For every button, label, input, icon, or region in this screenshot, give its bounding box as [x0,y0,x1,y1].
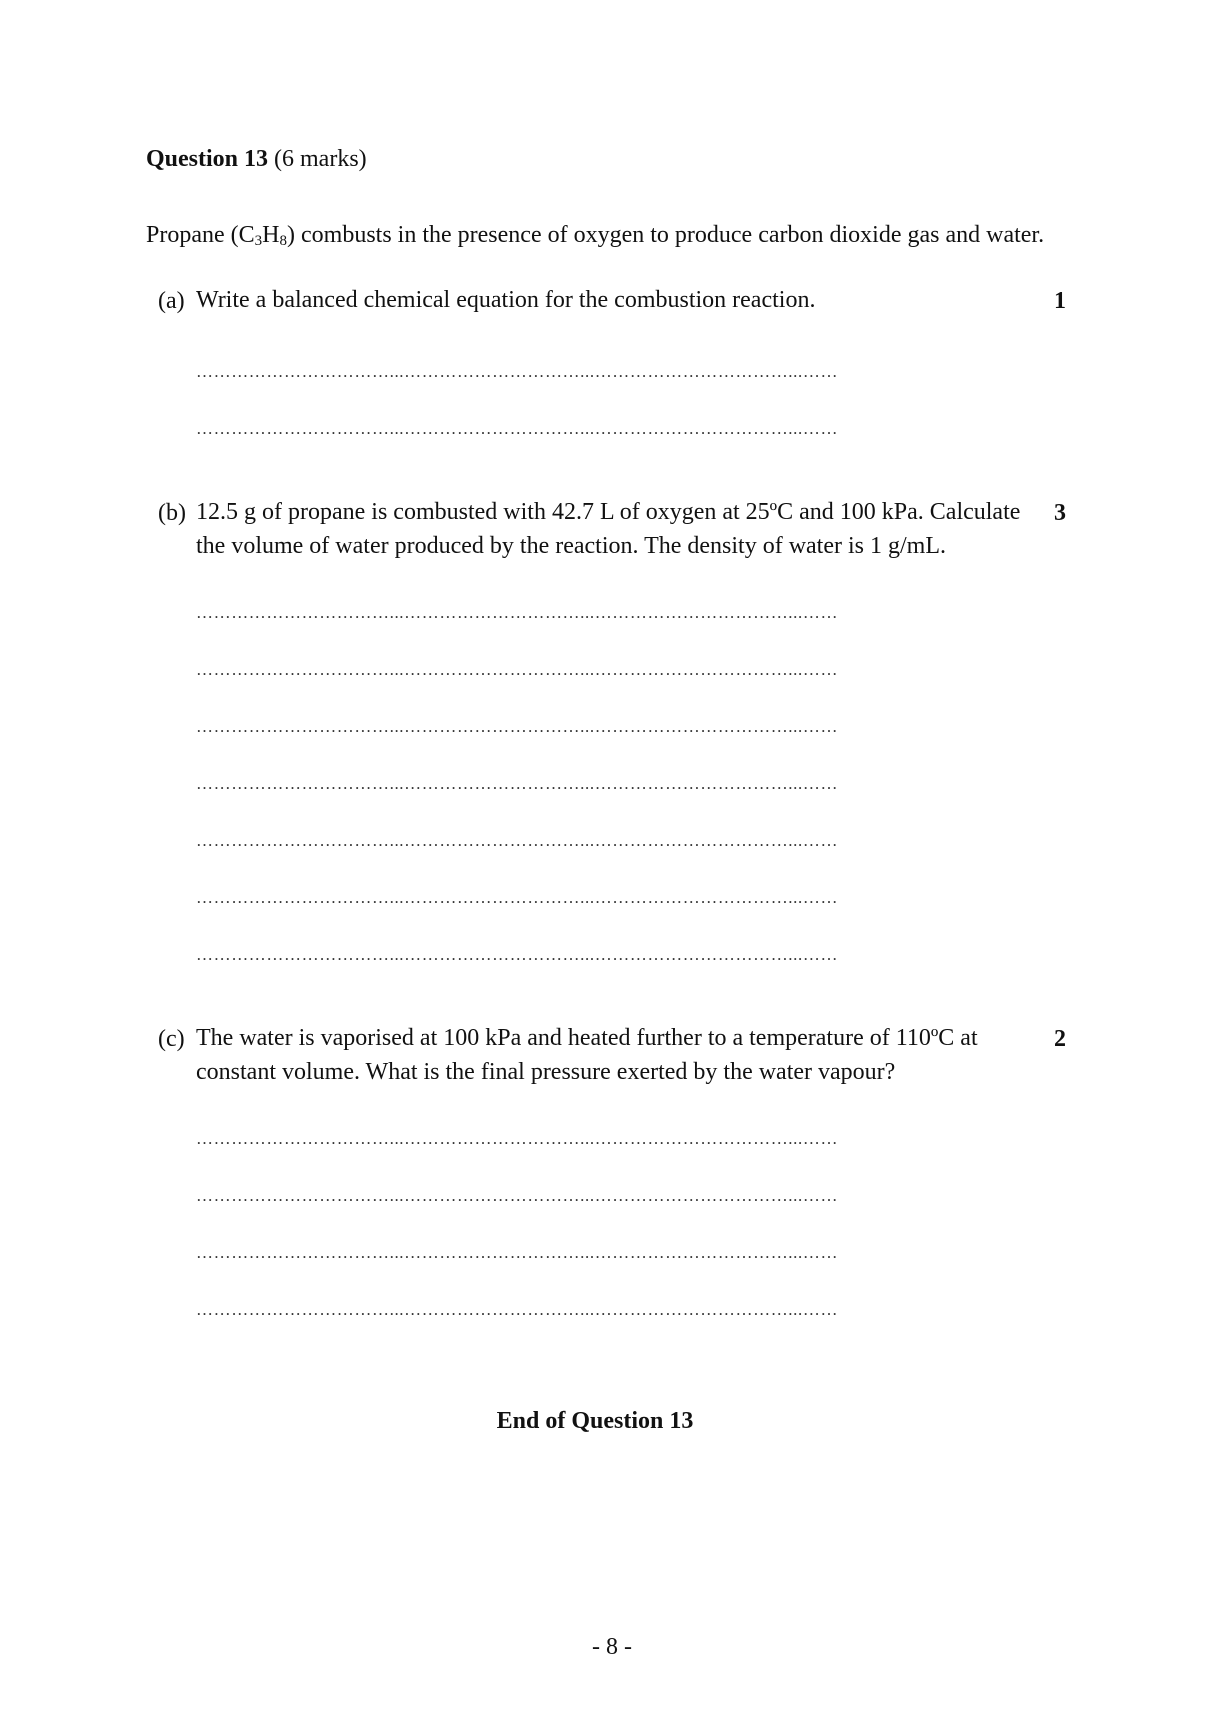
answer-line[interactable]: ……………………………...…………………………...……………………………...…… [196,831,839,850]
answer-line[interactable]: ……………………………...…………………………...……………………………...…… [196,888,839,907]
question-title: Question 13 [146,146,269,172]
intro-subscript-carbon: 3 [254,233,263,249]
part-a-label: (a) [158,288,185,314]
answer-line[interactable]: ……………………………...…………………………...……………………………...…… [196,717,839,736]
answer-line[interactable]: ……………………………...…………………………...……………………………...…… [196,945,839,964]
part-c-line2: constant volume. What is the final pressure exerted by the water vapour? [196,1059,896,1085]
answer-line[interactable]: ……………………………...…………………………...……………………………...…… [196,1243,839,1262]
question-intro [146,222,1044,250]
part-c-marks: 2 [1054,1026,1066,1052]
part-c-line1: The water is vaporised at 100 kPa and heated further to a temperature of 110ºC at [196,1025,978,1051]
part-b-marks: 3 [1054,500,1066,526]
part-a-text: Write a balanced chemical equation for the combustion reaction. [196,287,816,313]
intro-text-end: ) combusts in the presence of oxygen to produce carbon dioxide gas and water. [287,222,1045,248]
part-c-label: (c) [158,1026,185,1052]
question-marks: (6 marks) [274,146,367,172]
intro-subscript-hydrogen: 8 [279,233,287,249]
part-a-marks: 1 [1054,288,1066,314]
end-of-question: End of Question 13 [496,1408,694,1434]
answer-line[interactable]: ……………………………...…………………………...……………………………...…… [196,419,839,438]
answer-line[interactable]: ……………………………...…………………………...……………………………...…… [196,1300,839,1319]
answer-line[interactable]: ……………………………...…………………………...……………………………...…… [196,774,839,793]
question-heading [146,146,367,173]
intro-text-hydrogen: H [262,222,280,248]
part-b-line1: 12.5 g of propane is combusted with 42.7 L of oxygen at 25ºC and 100 kPa. Calculate [196,499,1021,525]
answer-line[interactable]: ……………………………...…………………………...……………………………...…… [196,603,839,622]
part-b-line2: the volume of water produced by the reaction. The density of water is 1 g/mL. [196,533,946,559]
answer-line[interactable]: ……………………………...…………………………...……………………………...…… [196,362,839,381]
answer-line[interactable]: ……………………………...…………………………...……………………………...…… [196,660,839,679]
answer-line[interactable]: ……………………………...…………………………...……………………………...…… [196,1186,839,1205]
intro-text-start: Propane (C [146,222,255,248]
part-b-label: (b) [158,500,186,526]
page-number: - 8 - [592,1634,632,1660]
answer-line[interactable]: ……………………………...…………………………...……………………………...…… [196,1129,839,1148]
